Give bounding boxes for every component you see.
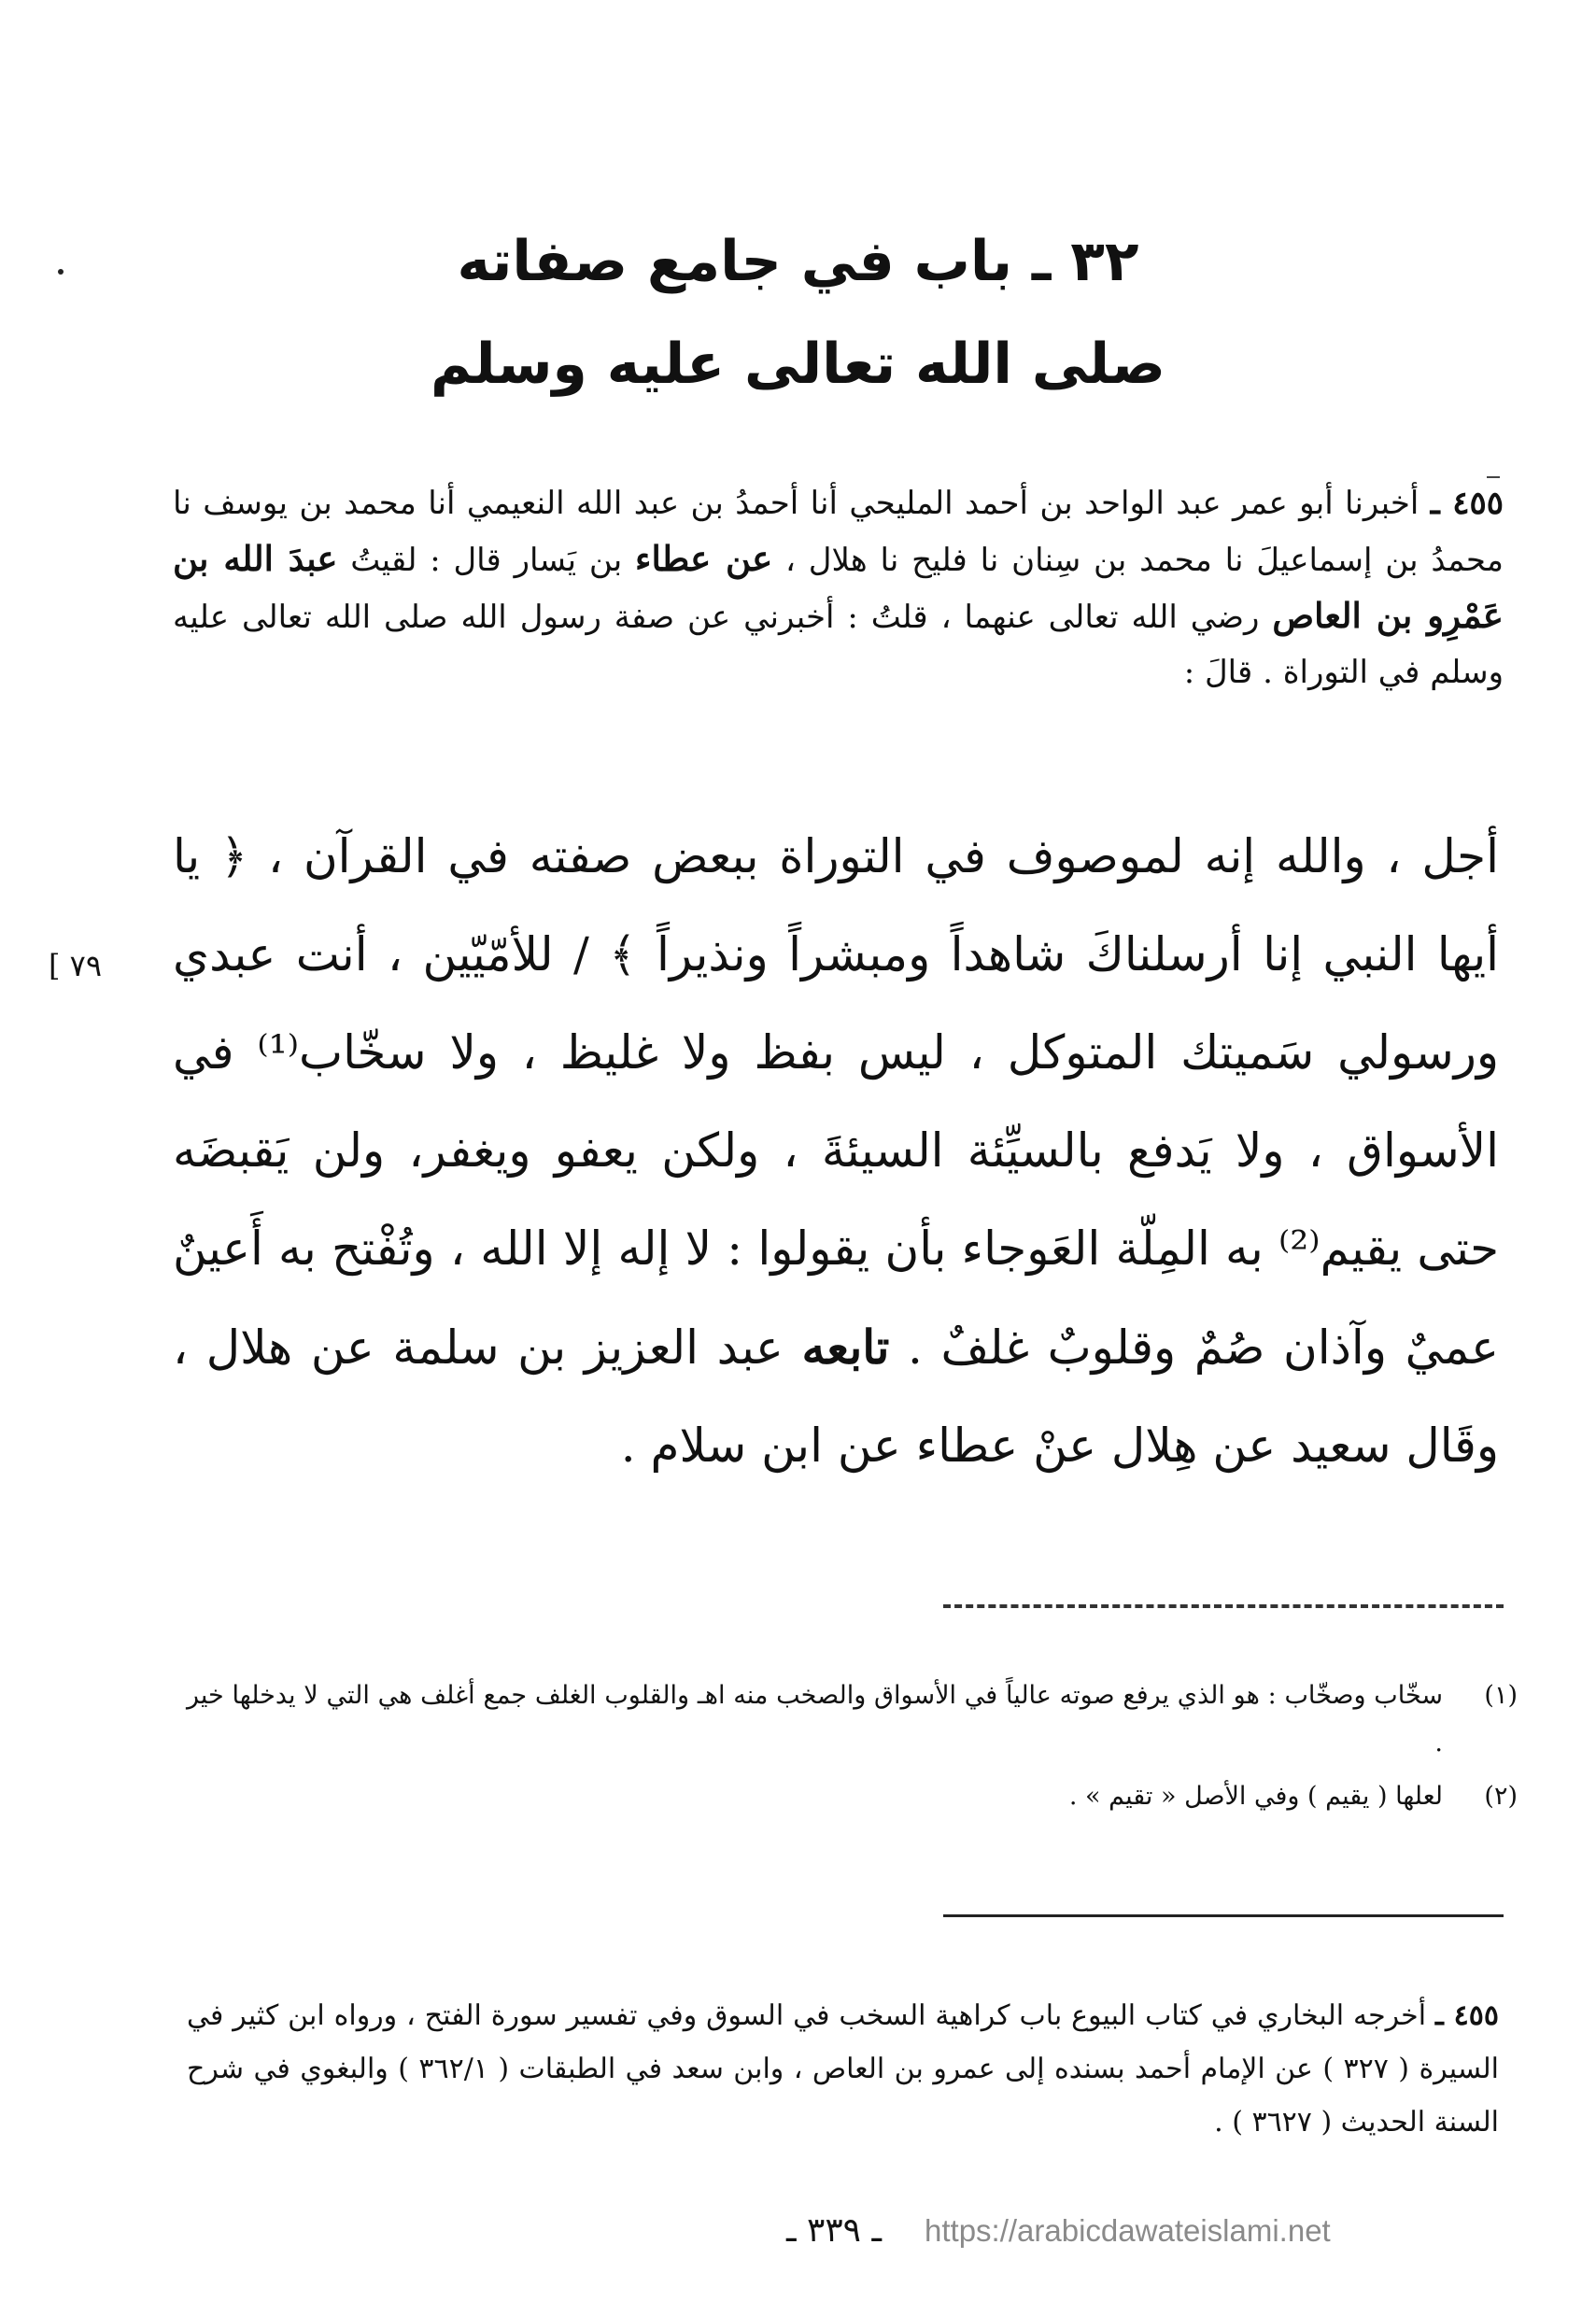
footnote [187,1672,1518,1767]
isnad-text: أخبرنا أبو عمر عبد الواحد بن أحمد المليحي أنا أحمدُ بن عبد الله النعيمي أنا محمد بن يوسف نا محمدُ بن إسماعيلَ نا محمد بن سِنان نا فليح نا هلال ، [173,485,1504,579]
mutaba-label: تابعه [801,1320,890,1375]
solid-divider [943,1914,1504,1917]
takhrij-note [187,1989,1499,2149]
companion-name: عبدَ الله بن عَمْرِو بن العاص [173,538,1504,636]
page-number: ـ ٣٣٩ ـ [786,2211,883,2250]
narrator-ata: عن عطاء [635,538,773,579]
hadith-number: ٤٥٥ ـ [1430,485,1504,522]
footnote-text: سخّاب وصخّاب : هو الذي يرفع صوته عالياً في الأسواق والصخب منه اهـ والقلوب الغلف جمع أغلف هي التي لا يدخلها خير . [187,1681,1443,1758]
footnote [187,1772,1518,1820]
dashed-divider [943,1604,1504,1608]
footnote-text: لعلها ( يقيم ) وفي الأصل « تقيم » . [1068,1782,1443,1811]
isnad-text: بن يَسار قال : لقيتُ [337,542,623,579]
hadith-isnad [173,476,1504,700]
chapter-title: ٣٢ ـ باب في جامع صفاته [457,229,1139,294]
margin-page-ref: [ ٧٩ [49,948,103,983]
takhrij-number: ٤٥٥ ـ [1435,1999,1499,2032]
hadith-matn [173,808,1499,1495]
isnad-text: رضي الله تعالى عنهما ، قلتُ : أخبرني عن صفة رسول الله صلى الله تعالى عليه وسلم في التوراة . قالَ : [173,599,1504,691]
watermark-url: https://arabicdawateislami.net [925,2213,1331,2248]
matn-text: عبد العزيز بن سلمة عن هلال ، وقَال سعيد عن هِلال عنْ عطاء عن ابن سلام . [173,1320,1499,1473]
footnote-number: (١) [1484,1681,1518,1710]
takhrij-text: أخرجه البخاري في كتاب البيوع باب كراهية السخب في السوق وفي تفسير سورة الفتح ، ورواه ابن كثير في السيرة ( ٣٢٧ ) عن الإمام أحمد بسنده إلى عمرو بن العاص ، وابن سعد في الطبقات ( ٣٦٢/١ ) والبغوي في شرح السنة الحديث ( ٣٦٢٧ ) . [187,1999,1500,2139]
chapter-subtitle: صلى الله تعالى عليه وسلم [430,332,1166,397]
matn-text: أجل ، والله إنه لموصوف في التوراة ببعض صفته في القرآن ، ﴿ يا أيها النبي إنا أرسلناكَ شاهداً ومبشراً ونذيراً ﴾ / للأمّيّين ، أنت عبدي ورسولي سَميتك المتوكل ، ليس بفظ ولا غليظ ، ولا سخّاب⁽¹⁾ في الأسواق ، ولا يَدفع بالسيِّئة السيئةَ ، ولكن يعفو ويغفر، ولن يَقبضَه حتى يقيم⁽²⁾ به المِلّة العَوجاء بأن يقولوا : لا إله إلا الله ، وتُفْتح به أَعينٌ عميٌ وآذان صُمٌ وقلوبٌ غلفٌ . [173,829,1500,1375]
footnote-number: (٢) [1484,1782,1518,1811]
footnotes [187,1672,1518,1826]
